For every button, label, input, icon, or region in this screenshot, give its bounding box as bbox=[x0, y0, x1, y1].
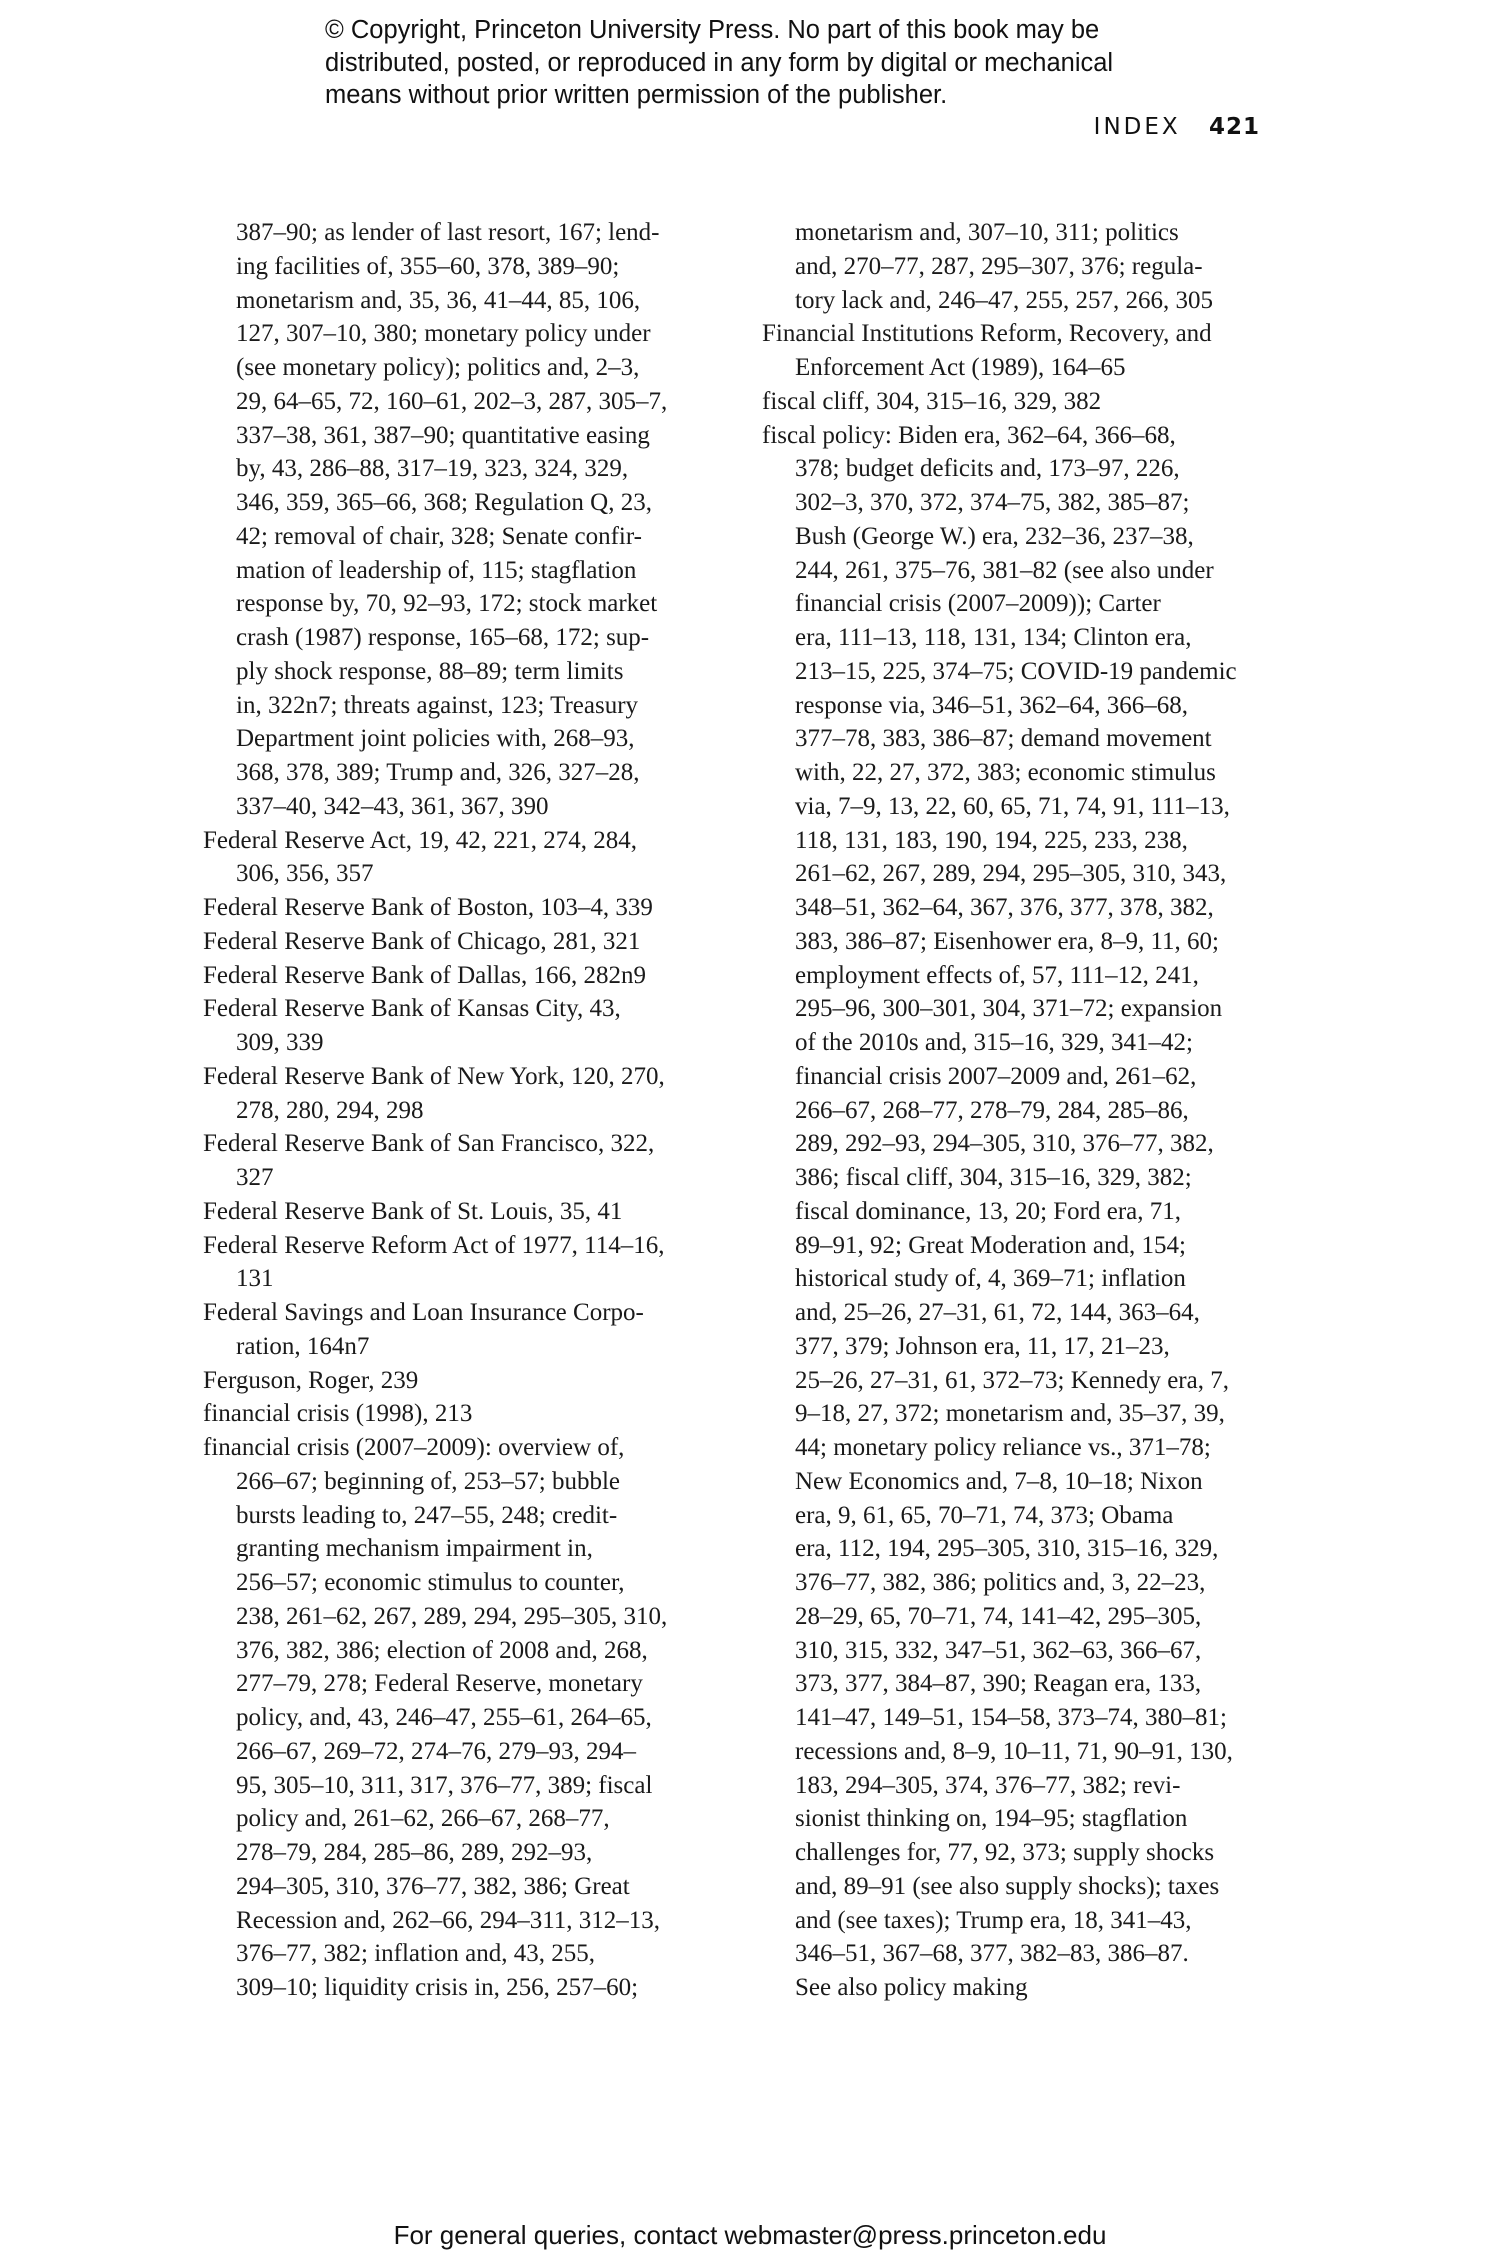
index-line: 95, 305–10, 311, 317, 376–77, 389; fiscal bbox=[236, 1771, 653, 1799]
index-line: (see monetary policy); politics and, 2–3, bbox=[236, 354, 640, 381]
index-line: of the 2010s and, 315–16, 329, 341–42; bbox=[795, 1029, 1193, 1056]
index-line: 337–40, 342–43, 361, 367, 390 bbox=[236, 792, 549, 820]
index-line: financial crisis (2007–2009): overview of, bbox=[203, 1434, 625, 1461]
index-line: sionist thinking on, 194–95; stagflation bbox=[795, 1805, 1188, 1833]
index-line: 383, 386–87; Eisenhower era, 8–9, 11, 60; bbox=[795, 927, 1219, 955]
index-line: by, 43, 286–88, 317–19, 323, 324, 329, bbox=[236, 455, 629, 483]
index-column-right bbox=[762, 216, 1282, 2005]
index-line: 294–305, 310, 376–77, 382, 386; Great bbox=[236, 1872, 630, 1900]
index-line: 346, 359, 365–66, 368; Regulation Q, 23, bbox=[236, 489, 652, 516]
index-line: monetarism and, 307–10, 311; politics bbox=[795, 219, 1179, 246]
index-line: in, 322n7; threats against, 123; Treasury bbox=[236, 691, 639, 719]
page-number: 421 bbox=[1208, 114, 1260, 140]
index-line: bursts leading to, 247–55, 248; credit- bbox=[236, 1501, 618, 1529]
index-line: mation of leadership of, 115; stagflation bbox=[236, 556, 637, 584]
index-line: 183, 294–305, 374, 376–77, 382; revi- bbox=[795, 1771, 1181, 1799]
index-line: 378; budget deficits and, 173–97, 226, bbox=[795, 455, 1180, 483]
index-column-left bbox=[203, 216, 708, 2005]
index-line: policy and, 261–62, 266–67, 268–77, bbox=[236, 1805, 610, 1833]
index-line: 127, 307–10, 380; monetary policy under bbox=[236, 320, 651, 348]
index-line: Federal Reserve Act, 19, 42, 221, 274, 284, bbox=[203, 826, 637, 854]
index-line: and, 25–26, 27–31, 61, 72, 144, 363–64, bbox=[795, 1299, 1200, 1326]
index-line: financial crisis 2007–2009 and, 261–62, bbox=[795, 1062, 1197, 1090]
index-line: with, 22, 27, 372, 383; economic stimulus bbox=[795, 759, 1216, 786]
index-line: era, 9, 61, 65, 70–71, 74, 373; Obama bbox=[795, 1501, 1174, 1529]
index-line: 309–10; liquidity crisis in, 256, 257–60; bbox=[236, 1974, 639, 2001]
index-line: 337–38, 361, 387–90; quantitative easing bbox=[236, 421, 650, 449]
index-line: monetarism and, 35, 36, 41–44, 85, 106, bbox=[236, 286, 641, 314]
index-line: ply shock response, 88–89; term limits bbox=[236, 657, 624, 685]
index-line: granting mechanism impairment in, bbox=[236, 1535, 593, 1563]
index-line: 386; fiscal cliff, 304, 315–16, 329, 382; bbox=[795, 1164, 1192, 1191]
index-line: response by, 70, 92–93, 172; stock market bbox=[236, 590, 658, 618]
index-line: 118, 131, 183, 190, 194, 225, 233, 238, bbox=[795, 826, 1188, 854]
copyright-line: © Copyright, Princeton University Press. No part of this book may be bbox=[325, 16, 1100, 44]
index-line: 309, 339 bbox=[236, 1029, 324, 1056]
index-line: Federal Savings and Loan Insurance Corpo- bbox=[203, 1299, 644, 1326]
index-line: 244, 261, 375–76, 381–82 (see also under bbox=[795, 556, 1214, 584]
index-line: 238, 261–62, 267, 289, 294, 295–305, 310, bbox=[236, 1602, 668, 1630]
index-line: 266–67, 269–72, 274–76, 279–93, 294– bbox=[236, 1737, 636, 1765]
index-line: 256–57; economic stimulus to counter, bbox=[236, 1569, 625, 1596]
index-line: 261–62, 267, 289, 294, 295–305, 310, 343, bbox=[795, 860, 1227, 888]
index-line: 278–79, 284, 285–86, 289, 292–93, bbox=[236, 1839, 593, 1866]
index-line: financial crisis (1998), 213 bbox=[203, 1400, 473, 1428]
index-line: and (see taxes); Trump era, 18, 341–43, bbox=[795, 1906, 1192, 1934]
index-line: Federal Reserve Bank of San Francisco, 322, bbox=[203, 1130, 655, 1158]
index-line: 373, 377, 384–87, 390; Reagan era, 133, bbox=[795, 1670, 1202, 1698]
index-line: Federal Reserve Bank of New York, 120, 270, bbox=[203, 1062, 665, 1090]
index-line: 278, 280, 294, 298 bbox=[236, 1096, 424, 1124]
index-line: Federal Reserve Bank of Boston, 103–4, 339 bbox=[203, 894, 653, 921]
index-line: Recession and, 262–66, 294–311, 312–13, bbox=[236, 1906, 661, 1934]
index-line: 266–67, 268–77, 278–79, 284, 285–86, bbox=[795, 1096, 1189, 1124]
index-line: 310, 315, 332, 347–51, 362–63, 366–67, bbox=[795, 1636, 1202, 1664]
footer-contact: For general queries, contact webmaster@press.princeton.edu bbox=[393, 2220, 1107, 2250]
index-line: 376–77, 382, 386; politics and, 3, 22–23, bbox=[795, 1569, 1206, 1596]
index-line: 327 bbox=[236, 1164, 274, 1191]
copyright-notice bbox=[325, 14, 1225, 112]
index-line: 266–67; beginning of, 253–57; bubble bbox=[236, 1467, 620, 1495]
index-line: 28–29, 65, 70–71, 74, 141–42, 295–305, bbox=[795, 1602, 1202, 1630]
index-line: 9–18, 27, 372; monetarism and, 35–37, 39, bbox=[795, 1400, 1225, 1428]
index-line: 213–15, 225, 374–75; COVID-19 pandemic bbox=[795, 657, 1237, 685]
index-line: Federal Reserve Bank of Chicago, 281, 321 bbox=[203, 927, 641, 955]
index-line: 29, 64–65, 72, 160–61, 202–3, 287, 305–7, bbox=[236, 387, 668, 415]
index-line: 387–90; as lender of last resort, 167; lend- bbox=[236, 219, 660, 246]
index-line: 277–79, 278; Federal Reserve, monetary bbox=[236, 1670, 643, 1698]
index-line: recessions and, 8–9, 10–11, 71, 90–91, 130, bbox=[795, 1737, 1233, 1765]
index-line: Federal Reserve Reform Act of 1977, 114–16, bbox=[203, 1231, 665, 1259]
index-line: 368, 378, 389; Trump and, 326, 327–28, bbox=[236, 759, 640, 786]
index-line: 141–47, 149–51, 154–58, 373–74, 380–81; bbox=[795, 1704, 1227, 1731]
index-line: and, 270–77, 287, 295–307, 376; regula- bbox=[795, 252, 1203, 280]
index-line: historical study of, 4, 369–71; inflation bbox=[795, 1265, 1186, 1293]
index-line: 295–96, 300–301, 304, 371–72; expansion bbox=[795, 995, 1223, 1023]
index-line: era, 112, 194, 295–305, 310, 315–16, 329, bbox=[795, 1535, 1219, 1563]
index-line: 348–51, 362–64, 367, 376, 377, 378, 382, bbox=[795, 894, 1214, 921]
index-line: via, 7–9, 13, 22, 60, 65, 71, 74, 91, 111–13, bbox=[795, 792, 1230, 820]
index-line: Federal Reserve Bank of Kansas City, 43, bbox=[203, 995, 621, 1023]
index-line: era, 111–13, 118, 131, 134; Clinton era, bbox=[795, 624, 1192, 651]
index-line: New Economics and, 7–8, 10–18; Nixon bbox=[795, 1467, 1203, 1495]
index-line: Federal Reserve Bank of Dallas, 166, 282n9 bbox=[203, 961, 646, 989]
index-line: 346–51, 367–68, 377, 382–83, 386–87. bbox=[795, 1940, 1189, 1968]
copyright-line: distributed, posted, or reproduced in any form by digital or mechanical bbox=[325, 48, 1114, 77]
index-line: 131 bbox=[236, 1265, 274, 1293]
index-line: fiscal policy: Biden era, 362–64, 366–68, bbox=[762, 421, 1176, 449]
index-line: 306, 356, 357 bbox=[236, 860, 374, 888]
index-line: 377–78, 383, 386–87; demand movement bbox=[795, 725, 1212, 753]
index-line: 376–77, 382; inflation and, 43, 255, bbox=[236, 1940, 595, 1968]
index-line: tory lack and, 246–47, 255, 257, 266, 305 bbox=[795, 286, 1214, 314]
index-line: fiscal cliff, 304, 315–16, 329, 382 bbox=[762, 387, 1102, 415]
index-line: and, 89–91 (see also supply shocks); taxes bbox=[795, 1872, 1220, 1900]
index-line: 25–26, 27–31, 61, 372–73; Kennedy era, 7, bbox=[795, 1366, 1229, 1394]
index-line: Ferguson, Roger, 239 bbox=[203, 1366, 419, 1394]
index-line: Federal Reserve Bank of St. Louis, 35, 41 bbox=[203, 1197, 623, 1225]
index-line: ration, 164n7 bbox=[236, 1332, 370, 1360]
index-line: fiscal dominance, 13, 20; Ford era, 71, bbox=[795, 1197, 1182, 1225]
index-line: Bush (George W.) era, 232–36, 237–38, bbox=[795, 522, 1194, 550]
index-line: crash (1987) response, 165–68, 172; sup- bbox=[236, 624, 650, 651]
index-line: policy, and, 43, 246–47, 255–61, 264–65, bbox=[236, 1704, 652, 1731]
index-line: Department joint policies with, 268–93, bbox=[236, 725, 635, 753]
index-line: 302–3, 370, 372, 374–75, 382, 385–87; bbox=[795, 489, 1190, 516]
index-line: 89–91, 92; Great Moderation and, 154; bbox=[795, 1231, 1186, 1259]
index-line: 289, 292–93, 294–305, 310, 376–77, 382, bbox=[795, 1130, 1214, 1158]
index-line: ing facilities of, 355–60, 378, 389–90; bbox=[236, 252, 620, 280]
index-line: 377, 379; Johnson era, 11, 17, 21–23, bbox=[795, 1332, 1170, 1360]
index-line: financial crisis (2007–2009)); Carter bbox=[795, 590, 1161, 618]
index-line: response via, 346–51, 362–64, 366–68, bbox=[795, 691, 1189, 719]
index-line: challenges for, 77, 92, 373; supply shocks bbox=[795, 1839, 1215, 1866]
index-line: 376, 382, 386; election of 2008 and, 268, bbox=[236, 1636, 648, 1664]
section-title: INDEX bbox=[1093, 114, 1181, 140]
running-head bbox=[1094, 114, 1260, 140]
index-line: Financial Institutions Reform, Recovery, and bbox=[762, 320, 1212, 348]
copyright-line: means without prior written permission of the publisher. bbox=[325, 81, 948, 109]
index-line: Enforcement Act (1989), 164–65 bbox=[795, 354, 1126, 381]
index-line: See also policy making bbox=[795, 1974, 1028, 2001]
index-line: employment effects of, 57, 111–12, 241, bbox=[795, 961, 1199, 989]
index-line: 44; monetary policy reliance vs., 371–78; bbox=[795, 1434, 1211, 1461]
index-line: 42; removal of chair, 328; Senate confir- bbox=[236, 522, 642, 550]
